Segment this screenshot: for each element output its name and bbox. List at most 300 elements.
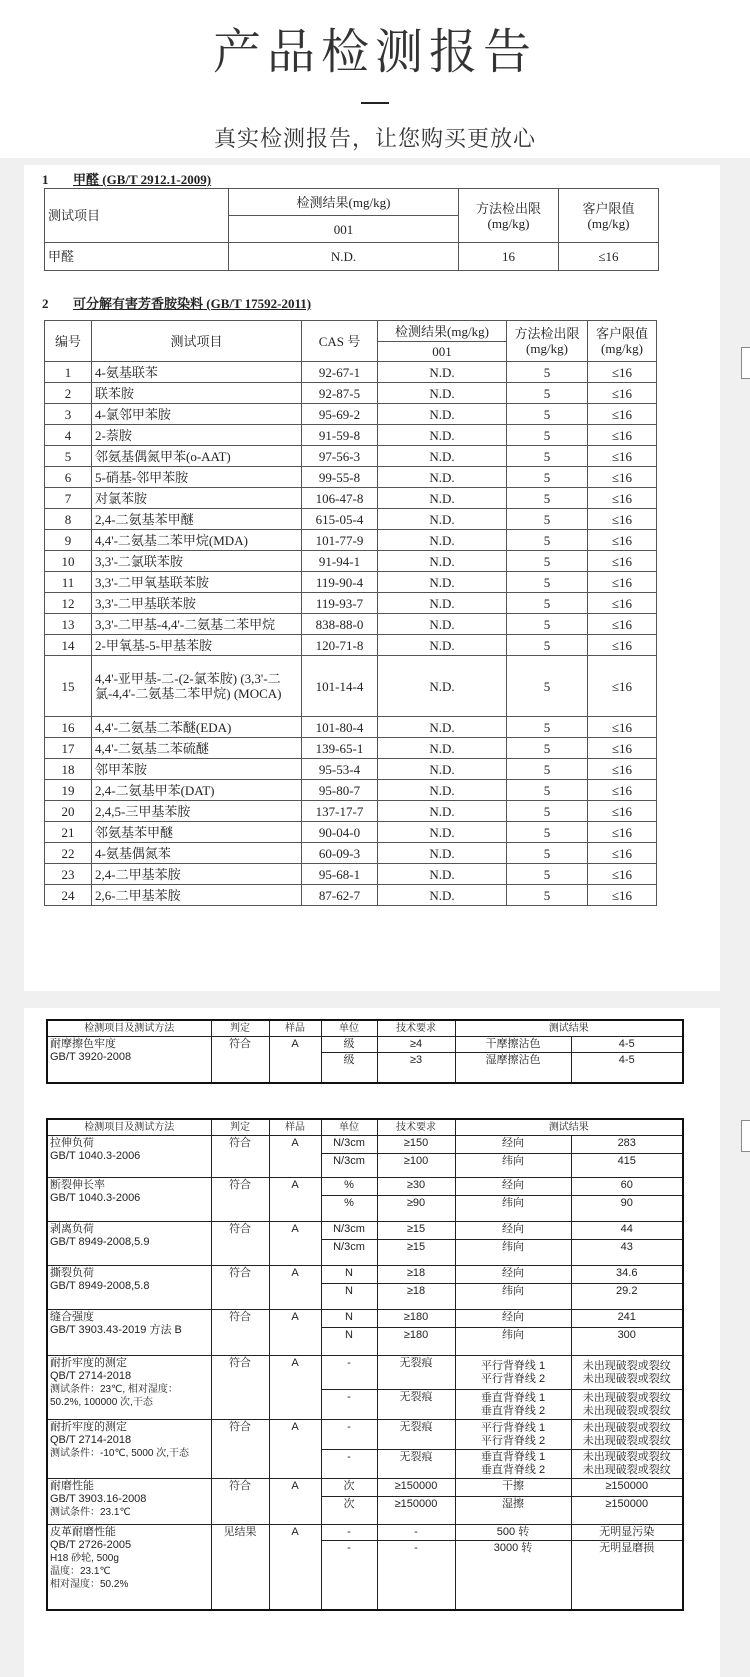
result-line-2: 未出现破裂或裂纹 xyxy=(582,1464,671,1476)
cell-test-method xyxy=(47,1136,211,1178)
cell-requirement: ≥180 xyxy=(377,1328,455,1356)
table-row xyxy=(45,801,657,822)
cell-item: 邻氨基苯甲醚 xyxy=(92,822,302,843)
table-row xyxy=(45,488,657,509)
header-requirement: 技术要求 xyxy=(377,1020,455,1037)
cell-item: 5-硝基-邻甲苯胺 xyxy=(92,467,302,488)
header-verdict: 判定 xyxy=(211,1119,269,1136)
cell-client-limit: ≤16 xyxy=(588,759,657,780)
table-row xyxy=(45,509,657,530)
cell-result: N.D. xyxy=(378,801,507,822)
cell-item: 对氯苯胺 xyxy=(92,488,302,509)
cell-direction: 经向 xyxy=(455,1136,571,1154)
table-row xyxy=(45,362,657,383)
cell-unit: N/3cm xyxy=(321,1154,377,1178)
cell-item: 2,6-二甲基苯胺 xyxy=(92,885,302,906)
direction-line-1: 平行背脊线 1 xyxy=(480,1359,546,1372)
cell-requirement: ≥15 xyxy=(377,1222,455,1240)
cell-method-limit: 5 xyxy=(507,530,588,551)
cell-item: 联苯胺 xyxy=(92,383,302,404)
cell-no: 22 xyxy=(45,843,92,864)
table-row xyxy=(47,1479,683,1497)
cell-direction: 纬向 xyxy=(455,1284,571,1310)
cell-cas: 95-53-4 xyxy=(302,759,378,780)
cell-result: N.D. xyxy=(378,572,507,593)
formaldehyde-table xyxy=(44,188,659,271)
cell-result-value: 90 xyxy=(571,1196,683,1222)
cell-requirement: 无裂痕 xyxy=(377,1420,455,1450)
header-sample-id: 001 xyxy=(229,216,459,243)
cell-no: 16 xyxy=(45,717,92,738)
test-name: 剥离负荷 xyxy=(50,1223,94,1235)
cell-result-value: 34.6 xyxy=(571,1266,683,1284)
result-line-2: 未出现破裂或裂纹 xyxy=(582,1372,671,1385)
cell-result-value xyxy=(571,1356,683,1390)
cell-requirement: ≥30 xyxy=(377,1178,455,1196)
table-row xyxy=(45,780,657,801)
cell-cas: 95-68-1 xyxy=(302,864,378,885)
cell-result-value: 44 xyxy=(571,1222,683,1240)
header-no: 编号 xyxy=(45,321,92,362)
header-sample-id: 001 xyxy=(378,342,507,362)
cell-cas: 90-04-0 xyxy=(302,822,378,843)
physical-performance-table xyxy=(46,1118,684,1611)
cell-client-limit: ≤16 xyxy=(588,593,657,614)
cell-cas: 95-80-7 xyxy=(302,780,378,801)
cell-method-limit: 5 xyxy=(507,404,588,425)
cell-item: 3,3'-二甲氧基联苯胺 xyxy=(92,572,302,593)
cell-unit: % xyxy=(321,1178,377,1196)
header-result: 测试结果 xyxy=(455,1119,683,1136)
cell-client-limit: ≤16 xyxy=(588,488,657,509)
cell-requirement: ≥4 xyxy=(377,1037,455,1053)
cell-item: 4,4'-二氨基二苯醚(EDA) xyxy=(92,717,302,738)
cell-result: N.D. xyxy=(378,593,507,614)
cell-result-value xyxy=(571,1390,683,1420)
cell-test-method xyxy=(47,1420,211,1479)
cell-result-value: 60 xyxy=(571,1178,683,1196)
cell-cas: 101-80-4 xyxy=(302,717,378,738)
cell-item: 3,3'-二甲基-4,4'-二氨基二苯甲烷 xyxy=(92,614,302,635)
cell-cas: 615-05-4 xyxy=(302,509,378,530)
cell-sample: A xyxy=(269,1479,321,1525)
table-row xyxy=(47,1310,683,1328)
cell-result: N.D. xyxy=(378,780,507,801)
page-subtitle: 真实检测报告，让您购买更放心 xyxy=(213,127,536,152)
cell-cas: 92-67-1 xyxy=(302,362,378,383)
result-line-1: 未出现破裂或裂纹 xyxy=(582,1421,671,1434)
cell-method-limit: 5 xyxy=(507,635,588,656)
cell-client-limit: ≤16 xyxy=(588,843,657,864)
cell-direction xyxy=(455,1390,571,1420)
table-row xyxy=(45,614,657,635)
cell-result: N.D. xyxy=(378,509,507,530)
table-row xyxy=(45,383,657,404)
cell-requirement: ≥150 xyxy=(377,1136,455,1154)
cell-cas: 92-87-5 xyxy=(302,383,378,404)
cell-client-limit: ≤16 xyxy=(588,801,657,822)
cell-direction xyxy=(455,1450,571,1479)
cell-method-limit: 5 xyxy=(507,572,588,593)
cell-cas: 99-55-8 xyxy=(302,467,378,488)
test-condition: 测试条件：23.1℃ xyxy=(50,1507,131,1518)
cell-unit: N xyxy=(321,1284,377,1310)
cell-item: 邻氨基偶氮甲苯(o-AAT) xyxy=(92,446,302,467)
result-line-1: 未出现破裂或裂纹 xyxy=(582,1391,671,1404)
cell-method-limit: 5 xyxy=(507,801,588,822)
cell-sample: A xyxy=(269,1420,321,1479)
cell-cas: 120-71-8 xyxy=(302,635,378,656)
table-row xyxy=(47,1420,683,1450)
cell-item: 4,4'-二氨基二苯硫醚 xyxy=(92,738,302,759)
side-tab-marker xyxy=(741,347,750,379)
header-unit: 单位 xyxy=(321,1020,377,1037)
cell-sample: A xyxy=(269,1356,321,1420)
cell-no: 5 xyxy=(45,446,92,467)
cell-unit: N xyxy=(321,1328,377,1356)
cell-no: 6 xyxy=(45,467,92,488)
cell-item: 2,4-二氨基苯甲醚 xyxy=(92,509,302,530)
cell-method-limit: 5 xyxy=(507,885,588,906)
cell-result: N.D. xyxy=(378,551,507,572)
cell-result: N.D. xyxy=(378,843,507,864)
cell-direction: 经向 xyxy=(455,1310,571,1328)
cell-sample: A xyxy=(269,1266,321,1310)
cell-unit: - xyxy=(321,1356,377,1390)
header-client-limit-label: 客户限值 xyxy=(595,326,648,341)
cell-verdict: 符合 xyxy=(211,1136,269,1178)
header-client-limit xyxy=(588,321,657,362)
header-requirement: 技术要求 xyxy=(377,1119,455,1136)
cell-result: N.D. xyxy=(378,864,507,885)
cell-cas: 97-56-3 xyxy=(302,446,378,467)
cell-test-method xyxy=(47,1479,211,1525)
cell-client-limit: ≤16 xyxy=(588,383,657,404)
cell-cas: 95-69-2 xyxy=(302,404,378,425)
test-condition: 相对湿度：50.2% xyxy=(50,1579,129,1590)
header-client-limit-unit: (mg/kg) xyxy=(601,341,643,356)
header-method-limit-unit: (mg/kg) xyxy=(487,215,530,231)
cell-cas: 838-88-0 xyxy=(302,614,378,635)
cell-result: N.D. xyxy=(378,530,507,551)
cell-item: 4-氨基联苯 xyxy=(92,362,302,383)
cell-direction: 纬向 xyxy=(455,1196,571,1222)
aromatic-amine-table xyxy=(44,320,657,906)
test-name: 断裂伸长率 xyxy=(50,1179,105,1191)
direction-line-2: 平行背脊线 2 xyxy=(480,1372,546,1385)
cell-requirement: ≥3 xyxy=(377,1053,455,1083)
cell-requirement: 无裂痕 xyxy=(377,1356,455,1390)
table-row xyxy=(45,864,657,885)
cell-no: 15 xyxy=(45,656,92,717)
cell-requirement: ≥180 xyxy=(377,1310,455,1328)
cell-requirement: 无裂痕 xyxy=(377,1450,455,1479)
table-row xyxy=(45,759,657,780)
test-standard: GB/T 3903.16-2008 xyxy=(50,1493,147,1505)
cell-result: N.D. xyxy=(378,635,507,656)
cell-method-limit: 5 xyxy=(507,488,588,509)
cell-no: 7 xyxy=(45,488,92,509)
cell-method-limit: 5 xyxy=(507,614,588,635)
cell-no: 21 xyxy=(45,822,92,843)
cell-test-method xyxy=(47,1356,211,1420)
cell-result-value: ≥150000 xyxy=(571,1479,683,1497)
cell-result: N.D. xyxy=(378,885,507,906)
cell-item: 甲醛 xyxy=(45,243,229,271)
cell-result: N.D. xyxy=(378,488,507,509)
cell-verdict: 符合 xyxy=(211,1037,269,1083)
header-method-limit xyxy=(459,189,559,243)
cell-direction: 湿擦 xyxy=(455,1497,571,1525)
header-result: 检测结果(mg/kg) xyxy=(378,321,507,342)
cell-item: 4,4'-亚甲基-二-(2-氯苯胺) (3,3'-二氯-4,4'-二氨基二苯甲烷) (MOCA) xyxy=(92,656,302,717)
cell-no: 18 xyxy=(45,759,92,780)
cell-result-value: 415 xyxy=(571,1154,683,1178)
cell-method-limit: 5 xyxy=(507,717,588,738)
cell-item: 2,4-二甲基苯胺 xyxy=(92,864,302,885)
header-client-limit-unit: (mg/kg) xyxy=(587,215,630,231)
cell-direction: 纬向 xyxy=(455,1328,571,1356)
result-line-2: 未出现破裂或裂纹 xyxy=(582,1404,671,1417)
cell-direction: 经向 xyxy=(455,1266,571,1284)
cell-result-value xyxy=(571,1450,683,1479)
cell-item: 3,3'-二氯联苯胺 xyxy=(92,551,302,572)
table-row xyxy=(47,1266,683,1284)
cell-verdict: 符合 xyxy=(211,1178,269,1222)
cell-client-limit: ≤16 xyxy=(588,885,657,906)
cell-verdict: 符合 xyxy=(211,1479,269,1525)
cell-method-limit: 5 xyxy=(507,738,588,759)
cell-method-limit: 5 xyxy=(507,446,588,467)
cell-item: 4-氯邻甲苯胺 xyxy=(92,404,302,425)
cell-verdict: 符合 xyxy=(211,1222,269,1266)
cell-result-value: 29.2 xyxy=(571,1284,683,1310)
cell-requirement: ≥100 xyxy=(377,1154,455,1178)
rubbing-fastness-table xyxy=(46,1019,684,1084)
table-row xyxy=(47,1037,683,1053)
cell-result: N.D. xyxy=(378,446,507,467)
table-row xyxy=(47,1178,683,1196)
cell-unit: - xyxy=(321,1541,377,1610)
cell-requirement: - xyxy=(377,1525,455,1541)
cell-direction: 500 转 xyxy=(455,1525,571,1541)
cell-no: 8 xyxy=(45,509,92,530)
section-2-title-text: 可分解有害芳香胺染料 (GB/T 17592-2011) xyxy=(73,296,312,311)
cell-client-limit: ≤16 xyxy=(588,425,657,446)
cell-client-limit: ≤16 xyxy=(588,738,657,759)
cell-direction: 湿摩擦沾色 xyxy=(455,1053,571,1083)
cell-client-limit: ≤16 xyxy=(588,362,657,383)
cell-method-limit: 5 xyxy=(507,551,588,572)
cell-verdict: 见结果 xyxy=(211,1525,269,1610)
title-divider xyxy=(361,102,389,104)
cell-method-limit: 5 xyxy=(507,843,588,864)
result-line-1: 未出现破裂或裂纹 xyxy=(582,1359,671,1372)
cell-no: 23 xyxy=(45,864,92,885)
cell-cas: 137-17-7 xyxy=(302,801,378,822)
cell-test-method xyxy=(47,1178,211,1222)
test-name: 缝合强度 xyxy=(50,1311,94,1323)
cell-method-limit: 5 xyxy=(507,383,588,404)
cell-result-value xyxy=(571,1420,683,1450)
table-row xyxy=(45,656,657,717)
cell-unit: 级 xyxy=(321,1037,377,1053)
header-sample: 样品 xyxy=(269,1020,321,1037)
cell-item: 2-甲氧基-5-甲基苯胺 xyxy=(92,635,302,656)
table-row xyxy=(45,425,657,446)
table-row xyxy=(47,1525,683,1541)
header-verdict: 判定 xyxy=(211,1020,269,1037)
cell-result: N.D. xyxy=(378,467,507,488)
table-row xyxy=(45,404,657,425)
cell-direction: 纬向 xyxy=(455,1240,571,1266)
cell-client-limit: ≤16 xyxy=(588,635,657,656)
cell-requirement: ≥15 xyxy=(377,1240,455,1266)
cell-direction: 3000 转 xyxy=(455,1541,571,1610)
cell-client-limit: ≤16 xyxy=(588,717,657,738)
table-row xyxy=(47,1222,683,1240)
cell-item: 邻甲苯胺 xyxy=(92,759,302,780)
cell-client-limit: ≤16 xyxy=(588,404,657,425)
cell-unit: 级 xyxy=(321,1053,377,1083)
cell-no: 3 xyxy=(45,404,92,425)
cell-no: 24 xyxy=(45,885,92,906)
cell-test-method xyxy=(47,1266,211,1310)
cell-result: N.D. xyxy=(378,822,507,843)
cell-result: N.D. xyxy=(378,656,507,717)
cell-result-value: 283 xyxy=(571,1136,683,1154)
table-row xyxy=(45,738,657,759)
table-row xyxy=(45,530,657,551)
cell-no: 4 xyxy=(45,425,92,446)
test-name: 耐磨性能 xyxy=(50,1480,94,1492)
cell-unit: N/3cm xyxy=(321,1136,377,1154)
cell-result-value: 无明显污染 xyxy=(571,1525,683,1541)
cell-unit: - xyxy=(321,1450,377,1479)
test-standard: QB/T 2726-2005 xyxy=(50,1539,132,1551)
cell-result-value: 300 xyxy=(571,1328,683,1356)
cell-method-limit: 5 xyxy=(507,864,588,885)
test-condition: 测试条件：23℃, 相对湿度：50.2%, 100000 次,干态 xyxy=(50,1384,178,1408)
cell-result-value: 无明显磨损 xyxy=(571,1541,683,1610)
cell-verdict: 符合 xyxy=(211,1266,269,1310)
section-1-title xyxy=(42,169,211,188)
report-panel-chemical xyxy=(24,165,720,991)
cell-unit: - xyxy=(321,1390,377,1420)
section-2-number: 2 xyxy=(42,296,49,311)
cell-method-limit: 5 xyxy=(507,425,588,446)
cell-method-limit: 5 xyxy=(507,656,588,717)
header-method-limit xyxy=(507,321,588,362)
cell-unit: 次 xyxy=(321,1497,377,1525)
direction-line-1: 平行背脊线 1 xyxy=(480,1421,546,1434)
cell-unit: N/3cm xyxy=(321,1222,377,1240)
cell-no: 9 xyxy=(45,530,92,551)
direction-line-1: 垂直背脊线 1 xyxy=(480,1451,546,1463)
cell-unit: - xyxy=(321,1525,377,1541)
cell-method-limit: 5 xyxy=(507,509,588,530)
table-row xyxy=(45,243,659,271)
test-condition: H18 砂轮, 500g xyxy=(50,1553,119,1564)
cell-test-method xyxy=(47,1525,211,1610)
cell-method-limit: 5 xyxy=(507,593,588,614)
cell-sample: A xyxy=(269,1136,321,1178)
cell-no: 20 xyxy=(45,801,92,822)
cell-direction: 经向 xyxy=(455,1178,571,1196)
cell-no: 11 xyxy=(45,572,92,593)
cell-no: 13 xyxy=(45,614,92,635)
cell-client-limit: ≤16 xyxy=(588,446,657,467)
test-name: 皮革耐磨性能 xyxy=(50,1526,116,1538)
table-row xyxy=(45,822,657,843)
cell-no: 2 xyxy=(45,383,92,404)
cell-method-limit: 5 xyxy=(507,467,588,488)
test-name: 耐折牢度的测定 xyxy=(50,1421,127,1433)
cell-cas: 60-09-3 xyxy=(302,843,378,864)
cell-client-limit: ≤16 xyxy=(588,551,657,572)
cell-sample: A xyxy=(269,1525,321,1610)
direction-line-2: 垂直背脊线 2 xyxy=(480,1464,546,1476)
cell-client-limit: ≤16 xyxy=(588,822,657,843)
table-row xyxy=(47,1356,683,1390)
test-name: 耐折牢度的测定 xyxy=(50,1357,127,1369)
cell-item: 3,3'-二甲基联苯胺 xyxy=(92,593,302,614)
cell-unit: - xyxy=(321,1420,377,1450)
table-row xyxy=(45,593,657,614)
table-row xyxy=(45,885,657,906)
header-test-item: 测试项目 xyxy=(92,321,302,362)
cell-client-limit: ≤16 xyxy=(588,614,657,635)
cell-unit: % xyxy=(321,1196,377,1222)
header-client-limit xyxy=(559,189,659,243)
cell-cas: 119-93-7 xyxy=(302,593,378,614)
header-unit: 单位 xyxy=(321,1119,377,1136)
section-1-title-text: 甲醛 (GB/T 2912.1-2009) xyxy=(73,172,212,187)
cell-cas: 139-65-1 xyxy=(302,738,378,759)
cell-result: N.D. xyxy=(378,362,507,383)
cell-direction xyxy=(455,1356,571,1390)
cell-item: 2,4-二氨基甲苯(DAT) xyxy=(92,780,302,801)
cell-result-value: 241 xyxy=(571,1310,683,1328)
cell-client-limit: ≤16 xyxy=(588,467,657,488)
table-row xyxy=(45,572,657,593)
cell-result: N.D. xyxy=(378,614,507,635)
cell-unit: N xyxy=(321,1266,377,1284)
cell-requirement: 无裂痕 xyxy=(377,1390,455,1420)
cell-requirement: ≥18 xyxy=(377,1266,455,1284)
result-line-2: 未出现破裂或裂纹 xyxy=(582,1434,671,1447)
cell-no: 19 xyxy=(45,780,92,801)
cell-unit: N/3cm xyxy=(321,1240,377,1266)
cell-direction: 纬向 xyxy=(455,1154,571,1178)
cell-cas: 101-14-4 xyxy=(302,656,378,717)
header-cas: CAS 号 xyxy=(302,321,378,362)
test-name: 拉伸负荷 xyxy=(50,1137,94,1149)
cell-item: 2-萘胺 xyxy=(92,425,302,446)
cell-result: N.D. xyxy=(378,425,507,446)
cell-verdict: 符合 xyxy=(211,1420,269,1479)
cell-unit: N xyxy=(321,1310,377,1328)
cell-result-value: ≥150000 xyxy=(571,1497,683,1525)
cell-sample: A xyxy=(269,1222,321,1266)
cell-item: 4-氨基偶氮苯 xyxy=(92,843,302,864)
header-sample: 样品 xyxy=(269,1119,321,1136)
header-test-item: 测试项目 xyxy=(45,189,229,243)
cell-cas: 106-47-8 xyxy=(302,488,378,509)
cell-result: N.D. xyxy=(378,404,507,425)
cell-requirement: ≥90 xyxy=(377,1196,455,1222)
cell-no: 17 xyxy=(45,738,92,759)
